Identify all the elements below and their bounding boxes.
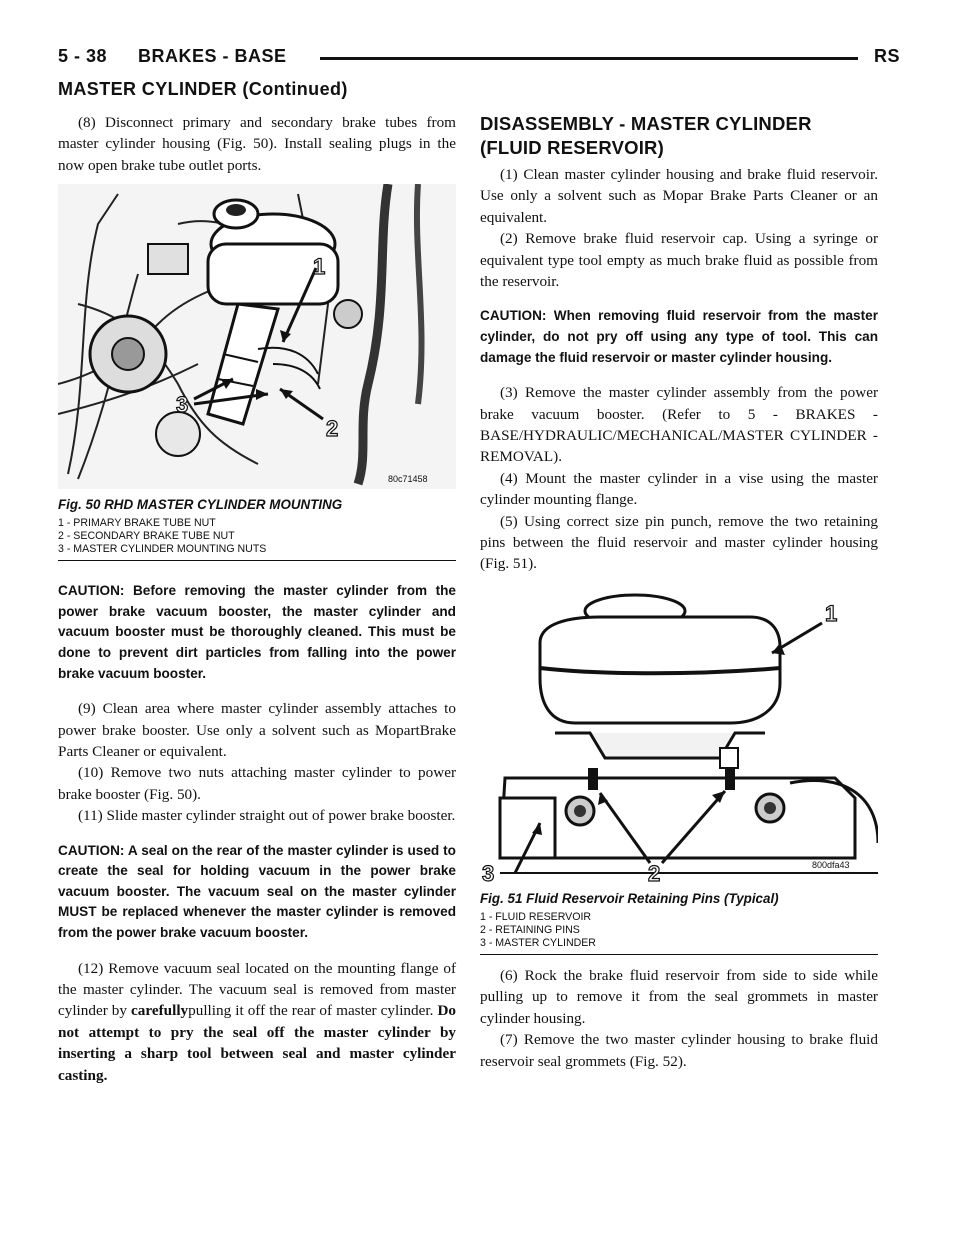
figure-rule [480, 954, 878, 955]
figure-50-caption: Fig. 50 RHD MASTER CYLINDER MOUNTING [58, 497, 343, 513]
step-4: (4) Mount the master cylinder in a vise using the master cylinder mounting flange. [480, 469, 878, 509]
step-9: (9) Clean area where master cylinder assembly attaches to power brake booster. Use only a solvent such as MopartBrake Parts Cleaner or equivalent. [58, 700, 456, 760]
fig51-code: 800dfa43 [812, 859, 850, 870]
fig50-callout-1: 1 [313, 254, 326, 280]
legend-item: 2 - RETAINING PINS [480, 923, 580, 936]
figure-51-caption: Fig. 51 Fluid Reservoir Retaining Pins (Typical) [480, 890, 779, 906]
fig50-callout-3: 3 [176, 392, 189, 418]
step-6: (6) Rock the brake fluid reservoir from side to side while pulling up to remove it from the seal grommets in master cylinder housing. [480, 966, 878, 1027]
legend-item: 2 - SECONDARY BRAKE TUBE NUT [58, 530, 235, 543]
step-12-warning: Do not attempt to pry the seal off the master cylinder by inserting a sharp tool between seal and master cylinder casting. [58, 1002, 456, 1084]
legend-item: 1 - FLUID RESERVOIR [480, 910, 592, 923]
caution-no-pry: CAUTION: When removing fluid reservoir from the master cylinder, do not pry off using any type of tool. This can damage the fluid reservoir or master cylinder housing. [480, 308, 878, 365]
section-heading: DISASSEMBLY - MASTER CYLINDER (FLUID RESERVOIR) [480, 113, 812, 158]
legend-item: 3 - MASTER CYLINDER [480, 936, 596, 949]
step-1: (1) Clean master cylinder housing and brake fluid reservoir. Use only a solvent such as Mopar Brake Parts Cleaner or an equivalent. [480, 166, 878, 226]
step-7: (7) Remove the two master cylinder housing to brake fluid reservoir seal grommets (Fig. 52). [480, 1031, 878, 1070]
step-12 [58, 958, 456, 1086]
left-column [58, 112, 456, 1086]
figure-51 [480, 583, 878, 955]
page-header [58, 38, 900, 72]
figure-50 [58, 184, 456, 561]
caution-cleaning: CAUTION: Before removing the master cylinder from the power brake vacuum booster, the master cylinder and vacuum booster must be thoroughly cleaned. This must be done to prevent dirt particles from falling into the power brake vacuum booster. [58, 583, 456, 681]
step-8: (8) Disconnect primary and secondary brake tubes from master cylinder housing (Fig. 50). Install sealing plugs in the now open brake tube outlet ports. [58, 114, 456, 174]
step-12-emphasis: carefully [131, 1002, 189, 1020]
figure-51-illustration [480, 583, 878, 883]
figure-50-illustration [58, 184, 456, 489]
fig51-callout-3: 3 [482, 860, 495, 883]
legend-item: 3 - MASTER CYLINDER MOUNTING NUTS [58, 543, 267, 556]
section-title: BRAKES - BASE [138, 46, 287, 66]
fig51-callout-2: 2 [648, 860, 661, 883]
step-12-text-2: pulling it off the rear of master cylinder. [188, 1002, 438, 1020]
fig50-callout-2: 2 [326, 416, 339, 442]
step-5: (5) Using correct size pin punch, remove the two retaining pins between the fluid reservoir and master cylinder housing (Fig. 51). [480, 512, 878, 573]
step-3: (3) Remove the master cylinder assembly from the power brake vacuum booster. (Refer to 5 - BRAKES - BASE/HYDRAULIC/MECHANICAL/MASTER CYLINDER - REMOVAL). [480, 384, 878, 466]
figure-50-legend [58, 517, 456, 556]
step-10: (10) Remove two nuts attaching master cylinder to power brake booster (Fig. 50). [58, 764, 456, 803]
page-number: 5 - 38 [58, 46, 108, 66]
caution-vacuum-seal: CAUTION: A seal on the rear of the master cylinder is used to create the seal for holding vacuum in the power brake vacuum booster. The vacuum seal on the master cylinder MUST be replaced whenever the master cylinder is removed from the power brake vacuum booster. [58, 842, 456, 940]
step-12-text: (12) Remove vacuum seal located on the mounting flange of the master cylinder. The vacuum seal is removed from master cylinder by [58, 959, 456, 1020]
figure-51-legend [480, 911, 878, 950]
header-rule [320, 57, 858, 60]
figure-rule [58, 560, 456, 561]
step-11: (11) Slide master cylinder straight out of power brake booster. [78, 807, 456, 825]
fig50-code: 80c71458 [388, 474, 428, 485]
continued-title: MASTER CYLINDER (Continued) [58, 79, 348, 99]
fig51-callout-1: 1 [825, 600, 838, 626]
legend-item: 1 - PRIMARY BRAKE TUBE NUT [58, 517, 216, 530]
right-column [480, 112, 878, 1072]
model-code: RS [873, 46, 900, 66]
step-2: (2) Remove brake fluid reservoir cap. Using a syringe or equivalent type tool empty as much brake fluid as possible from the reservoir. [480, 230, 878, 291]
